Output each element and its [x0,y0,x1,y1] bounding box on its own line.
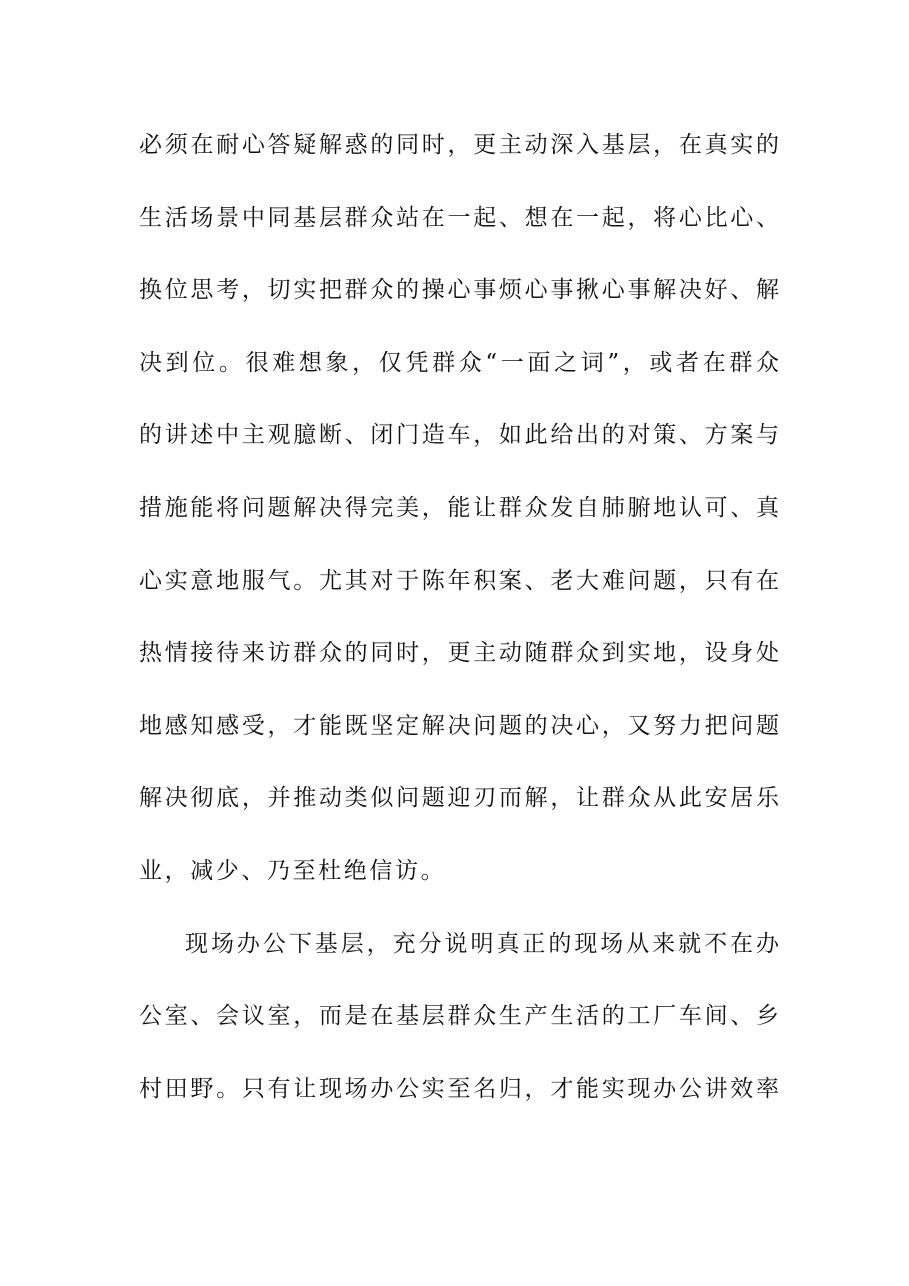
text-line: 生活场景中同基层群众站在一起、想在一起，将心比心、 [139,204,779,231]
text-line: 的讲述中主观臆断、闭门造车，如此给出的对策、方案与 [139,422,779,449]
text-line: 热情接待来访群众的同时，更主动随群众到实地，设身处 [139,640,779,667]
text-line: 决到位。很难想象，仅凭群众“一面之词”，或者在群众 [139,349,779,376]
text-line: 心实意地服气。尤其对于陈年积案、老大难问题，只有在 [139,567,779,594]
paragraph-end-line: 业，减少、乃至杜绝信访。 [139,857,447,884]
text-line: 公室、会议室，而是在基层群众生产生活的工厂车间、乡 [139,1003,779,1030]
text-line: 必须在耐心答疑解惑的同时，更主动深入基层，在真实的 [139,132,779,158]
paragraph-start-line: 现场办公下基层，充分说明真正的现场从来就不在办 [185,930,779,957]
text-line: 解决彻底，并推动类似问题迎刃而解，让群众从此安居乐 [139,785,779,812]
text-line: 换位思考，切实把群众的操心事烦心事揪心事解决好、解 [139,277,779,304]
text-line: 村田野。只有让现场办公实至名归，才能实现办公讲效率 [139,1075,779,1102]
text-line: 地感知感受，才能既坚定解决问题的决心，又努力把问题 [139,712,779,739]
text-line: 措施能将问题解决得完美，能让群众发自肺腑地认可、真 [139,494,779,521]
document-body [139,120,779,1136]
